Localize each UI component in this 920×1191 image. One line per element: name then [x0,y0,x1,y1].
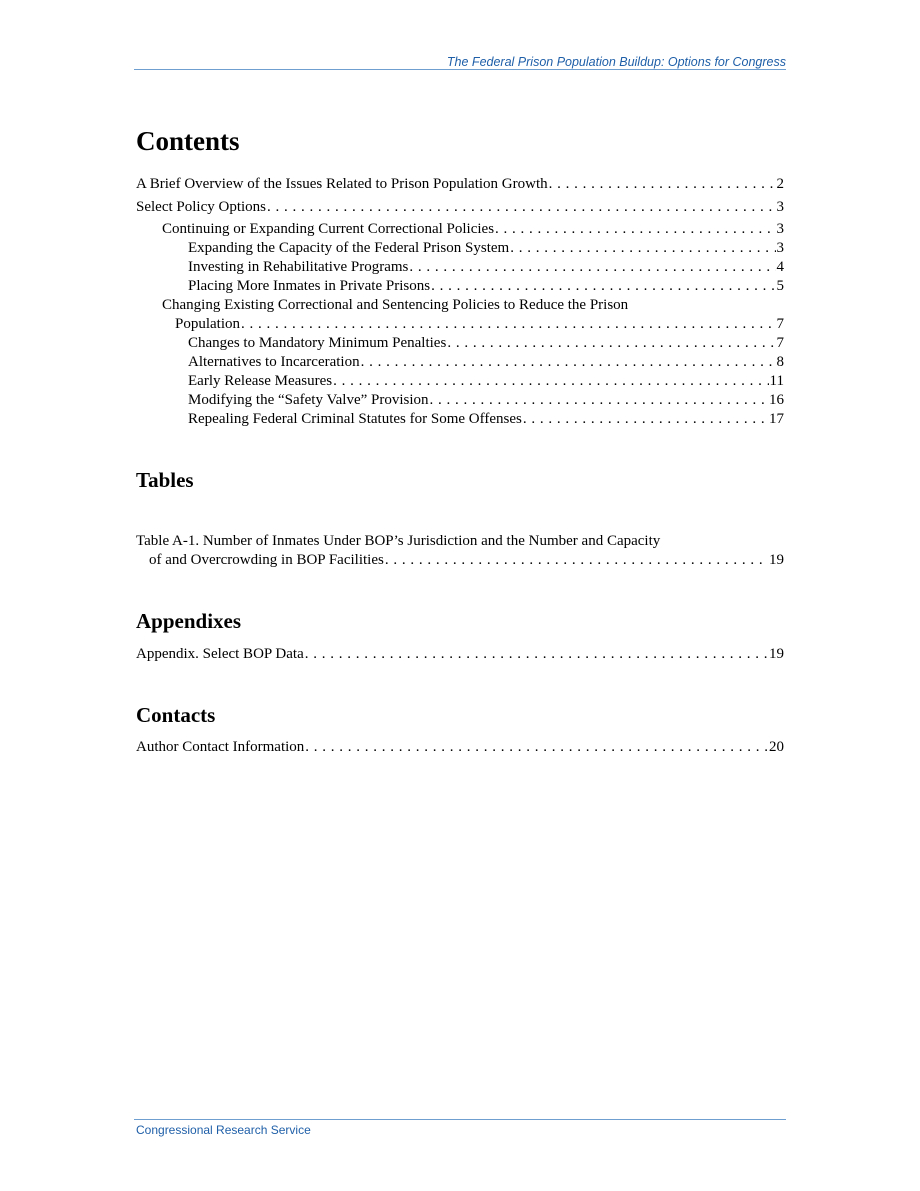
running-header: The Federal Prison Population Buildup: Options for Congress [446,55,786,69]
toc-entry-page: 19 [769,646,784,662]
toc-entry-label: Population [175,316,241,332]
toc-entry-page: 7 [776,316,784,332]
toc-entry-label: Early Release Measures [188,373,333,389]
toc-entry-private-prisons[interactable] [188,277,784,296]
toc-entry-table-a1[interactable] [149,551,784,570]
toc-entry-label: Investing in Rehabilitative Programs [188,259,409,275]
contents-heading: Contents [136,126,240,156]
dot-leader [305,738,768,757]
toc-entry-page: 16 [769,392,784,408]
toc-entry-page: 11 [769,373,784,389]
toc-entry-page: 5 [776,278,784,294]
dot-leader [431,277,775,296]
toc-entry-rehabilitative-programs[interactable] [188,258,784,277]
toc-entry-label: of and Overcrowding in BOP Facilities [149,552,384,568]
dot-leader [495,220,775,239]
dot-leader [409,258,775,277]
toc-entry-label: Continuing or Expanding Current Correctional Policies [162,221,495,237]
toc-entry-select-policy-options[interactable] [136,198,784,217]
toc-entry-page: 20 [769,739,784,755]
toc-entry-table-a1-line1[interactable]: Table A-1. Number of Inmates Under BOP’s Jurisdiction and the Number and Capacity [136,533,661,549]
dot-leader [305,645,768,664]
running-footer: Congressional Research Service [136,1123,311,1137]
toc-entry-label: Changes to Mandatory Minimum Penalties [188,335,447,351]
dot-leader [447,334,775,353]
toc-entry-page: 8 [776,354,784,370]
toc-entry-label: Alternatives to Incarceration [188,354,360,370]
toc-entry-mandatory-minimum[interactable] [188,334,784,353]
toc-entry-page: 4 [776,259,784,275]
toc-entry-label: Repealing Federal Criminal Statutes for Some Offenses [188,411,522,427]
toc-entry-label: Select Policy Options [136,199,266,215]
dot-leader [523,410,768,429]
dot-leader [430,391,768,410]
appendixes-heading: Appendixes [136,609,242,633]
dot-leader [333,372,768,391]
toc-entry-changing-policies-line1[interactable]: Changing Existing Correctional and Sentencing Policies to Reduce the Prison [162,297,629,313]
toc-entry-page: 3 [776,240,784,256]
tables-heading: Tables [136,468,194,492]
toc-entry-early-release[interactable] [188,372,784,391]
toc-entry-label: A Brief Overview of the Issues Related to Prison Population Growth [136,176,548,192]
toc-entry-continuing-policies[interactable] [162,220,784,239]
dot-leader [241,315,775,334]
contacts-heading: Contacts [136,703,216,727]
toc-entry-label: Placing More Inmates in Private Prisons [188,278,431,294]
toc-entry-changing-policies[interactable] [175,315,784,334]
toc-entry-page: 3 [776,221,784,237]
dot-leader [385,551,768,570]
toc-entry-expanding-capacity[interactable] [188,239,784,258]
toc-entry-brief-overview[interactable] [136,175,784,194]
toc-entry-safety-valve[interactable] [188,391,784,410]
dot-leader [549,175,776,194]
toc-entry-repealing-statutes[interactable] [188,410,784,429]
toc-entry-label: Modifying the “Safety Valve” Provision [188,392,429,408]
toc-entry-label: Appendix. Select BOP Data [136,646,304,662]
toc-entry-appendix[interactable] [136,645,784,664]
dot-leader [267,198,776,217]
toc-entry-page: 19 [769,552,784,568]
footer-rule [134,1119,786,1120]
dot-leader [361,353,776,372]
toc-entry-author-contact[interactable] [136,738,784,757]
toc-entry-page: 2 [776,176,784,192]
toc-entry-page: 7 [776,335,784,351]
header-rule [134,69,786,70]
toc-entry-alternatives[interactable] [188,353,784,372]
toc-entry-page: 17 [769,411,784,427]
toc-entry-label: Expanding the Capacity of the Federal Prison System [188,240,510,256]
toc-entry-page: 3 [776,199,784,215]
toc-entry-label: Author Contact Information [136,739,305,755]
dot-leader [510,239,775,258]
